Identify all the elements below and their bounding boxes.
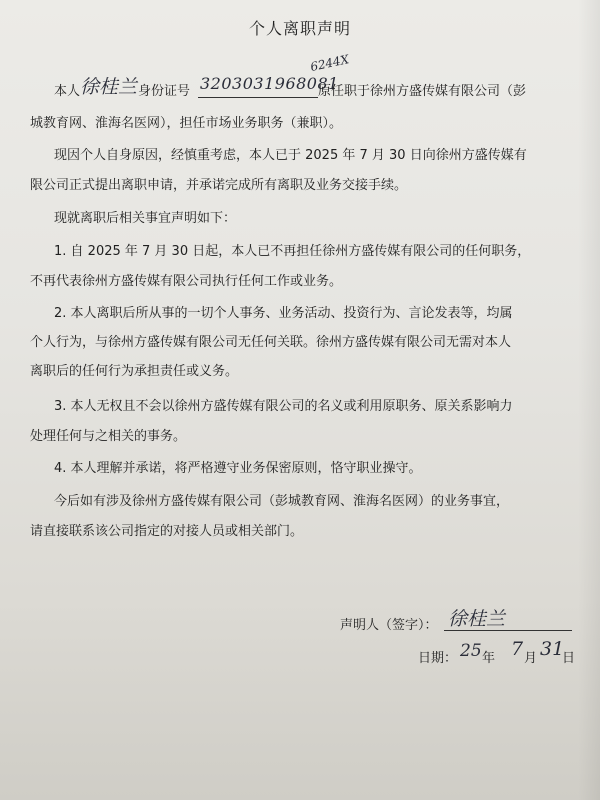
- handwritten-id-number: 3203031968081: [200, 74, 339, 93]
- document-title: 个人离职声明: [248, 19, 351, 38]
- signature-label: 声明人（签字）：: [340, 618, 438, 633]
- signature-underline: [444, 630, 572, 631]
- statement-heading: 现就离职后相关事宜声明如下：: [54, 211, 237, 226]
- id-underline: [198, 97, 318, 98]
- intro-line-2: 城教育网、淮海名医网），担任市场业务职务（兼职）。: [30, 116, 343, 131]
- reason-line-2: 限公司正式提出离职申请，并承诺完成所有离职及业务交接手续。: [30, 178, 408, 193]
- item-3-line-1: 3. 本人无权且不会以徐州方盛传媒有限公司的名义或利用原职务、原关系影响力: [54, 399, 513, 414]
- item-1-line-2: 不再代表徐州方盛传媒有限公司执行任何工作或业务。: [30, 274, 343, 289]
- paper-shadow: [578, 0, 600, 800]
- intro-after-id: 原任职于徐州方盛传媒有限公司（彭: [318, 84, 527, 99]
- item-2-line-2: 个人行为，与徐州方盛传媒有限公司无任何关联。徐州方盛传媒有限公司无需对本人: [30, 335, 512, 350]
- handwritten-date-month: 7: [511, 638, 524, 660]
- reason-line-1: 现因个人自身原因，经慎重考虑，本人已于 2025 年 7 月 30 日向徐州方盛传媒有: [54, 148, 527, 163]
- closing-line-2: 请直接联系该公司指定的对接人员或相关部门。: [30, 524, 304, 539]
- item-2-line-1: 2. 本人离职后所从事的一切个人事务、业务活动、投资行为、言论发表等，均属: [54, 306, 513, 321]
- handwritten-name: 徐桂兰: [80, 76, 138, 98]
- closing-line-1: 今后如有涉及徐州方盛传媒有限公司（彭城教育网、淮海名医网）的业务事宜，: [54, 494, 510, 509]
- item-1-line-1: 1. 自 2025 年 7 月 30 日起，本人已不再担任徐州方盛传媒有限公司的任何职务，: [54, 244, 531, 259]
- date-month-unit: 月: [524, 651, 538, 666]
- intro-prefix: 本人: [54, 84, 81, 99]
- item-2-line-3: 离职后的任何行为承担责任或义务。: [30, 364, 239, 379]
- date-day-unit: 日: [562, 651, 576, 666]
- date-year-unit: 年: [482, 651, 496, 666]
- handwritten-id-tail: 6244X: [309, 52, 351, 74]
- handwritten-signature: 徐桂兰: [448, 608, 506, 630]
- handwritten-date-year: 25: [460, 641, 482, 661]
- id-label: 身份证号: [138, 84, 191, 99]
- handwritten-date-day: 31: [540, 638, 565, 660]
- item-3-line-2: 处理任何与之相关的事务。: [30, 429, 187, 444]
- item-4-line-1: 4. 本人理解并承诺，将严格遵守业务保密原则，恪守职业操守。: [54, 461, 422, 476]
- date-label: 日期：: [418, 651, 458, 666]
